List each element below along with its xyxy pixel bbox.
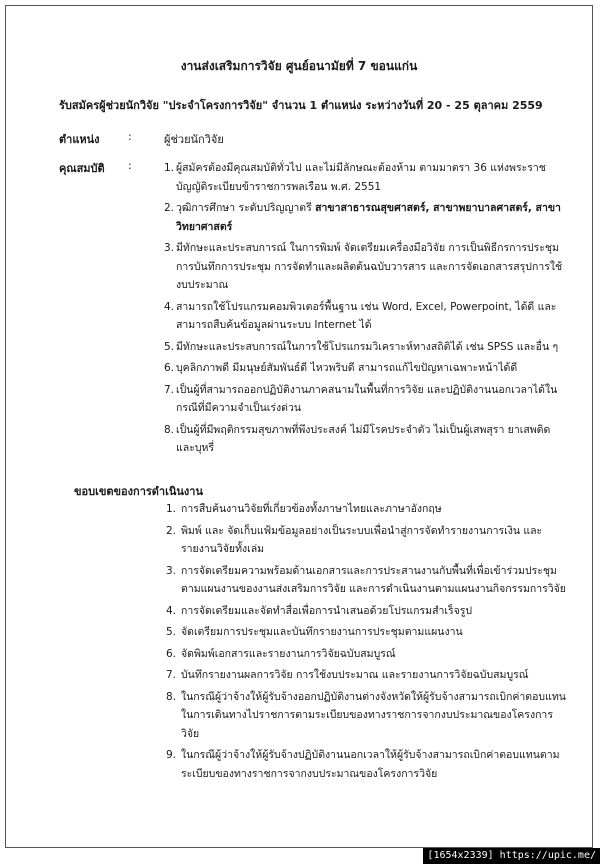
list-item: 7. บันทึกรายงานผลการวิจัย การใช้งบประมาณ และรายงานการวิจัยฉบับสมบูรณ์ <box>166 669 529 681</box>
list-item: 7. เป็นผู้ที่สามารถออกปฏิบัติงานภาคสนามในพื้นที่การวิจัย และปฏิบัติงานนอกเวลาได้ในกรณีที่มีความจำเป็นเร่งด่วน <box>164 383 558 414</box>
list-item: 2. วุฒิการศึกษา ระดับปริญญาตรี สาขาสาธารณสุขศาสตร์, สาขาพยาบาลศาสตร์, สาขาวิทยาศาสตร์ <box>164 202 561 233</box>
qualifications-label: คุณสมบัติ <box>59 162 105 175</box>
list-item: 1. การสืบค้นงานวิจัยที่เกี่ยวข้องทั้งภาษาไทยและภาษาอังกฤษ <box>166 503 442 515</box>
position-label: ตำแหน่ง <box>59 133 100 146</box>
list-item: 6. จัดพิมพ์เอกสารและรายงานการวิจัยฉบับสมบูรณ์ <box>166 647 396 660</box>
position-value: ผู้ช่วยนักวิจัย <box>164 133 224 146</box>
list-item: 8. เป็นผู้ที่มีพฤติกรรมสุขภาพที่พึงประสงค์ ไม่มีโรคประจำตัว ไม่เป็นผู้เสพสุรา ยาเสพติดและบุหรี่ <box>164 423 551 454</box>
list-item: 3. การจัดเตรียมความพร้อมด้านเอกสารและการประสานงานกับพื้นที่เพื่อเข้าร่วมประชุมตามแผนงานของงานส่งเสริมการวิจัย และการดำเนินงานตามแผนงานกิจกรรมการวิจัย <box>166 564 566 595</box>
qualifications-colon: : <box>128 159 132 172</box>
qualifications-list <box>164 159 564 461</box>
list-item: 4. การจัดเตรียมและจัดทำสื่อเพื่อการนำเสนอด้วยโปรแกรมสำเร็จรูป <box>166 604 473 617</box>
scope-list <box>166 500 566 786</box>
scope-heading: ขอบเขตของการดำเนินงาน <box>74 485 203 498</box>
document-title: งานส่งเสริมการวิจัย ศูนย์อนามัยที่ 7 ขอนแก่น <box>180 59 418 73</box>
list-item: 5. จัดเตรียมการประชุมและบันทึกรายงานการประชุมตามแผนงาน <box>166 626 463 638</box>
watermark-label: [1654x2339] https://upic.me/ <box>423 848 600 864</box>
list-item: 1. ผู้สมัครต้องมีคุณสมบัติทั่วไป และไม่มีลักษณะต้องห้าม ตามมาตรา 36 แห่งพระราชบัญญัติระเบียบข้าราชการพลเรือน พ.ศ. 2551 <box>164 162 546 193</box>
document-subtitle: รับสมัครผู้ช่วยนักวิจัย "ประจำโครงการวิจัย" จำนวน 1 ตำแหน่ง ระหว่างวันที่ 20 - 25 ตุลาคม 2559 <box>59 99 543 112</box>
document-page <box>5 5 593 848</box>
list-item: 8. ในกรณีผู้ว่าจ้างให้ผู้รับจ้างออกปฏิบัติงานต่างจังหวัดให้ผู้รับจ้างสามารถเบิกค่าตอบแทนในการเดินทางไปราชการตามระเบียบของทางราชการจากงบประมาณของโครงการวิจัย <box>166 690 566 740</box>
list-item: 5. มีทักษะและประสบการณ์ในการใช้โปรแกรมวิเคราะห์ทางสถิติได้ เช่น SPSS และอื่น ๆ <box>164 340 559 353</box>
list-item: 4. สามารถใช้โปรแกรมคอมพิวเตอร์พื้นฐาน เช่น Word, Excel, Powerpoint, ได้ดี และสามารถสืบค้นข้อมูลผ่านระบบ Internet ได้ <box>164 300 557 331</box>
list-item: 2. พิมพ์ และ จัดเก็บแฟ้มข้อมูลอย่างเป็นระบบเพื่อนำสู่การจัดทำรายงานการเงิน และรายงานวิจัยทั้งเล่ม <box>166 524 543 555</box>
list-item: 6. บุคลิกภาพดี มีมนุษย์สัมพันธ์ดี ไหวพริบดี สามารถแก้ไขปัญหาเฉพาะหน้าได้ดี <box>164 362 518 374</box>
list-item: 3. มีทักษะและประสบการณ์ ในการพิมพ์ จัดเตรียมเครื่องมือวิจัย การเป็นพิธีกรการประชุม การบันทึกการประชุม การจัดทำและผลิตต้นฉบับวารสาร และการจัดเอกสารสรุปการใช้งบประมาณ <box>164 242 563 291</box>
position-colon: : <box>128 130 132 143</box>
list-item: 9. ในกรณีผู้ว่าจ้างให้ผู้รับจ้างปฏิบัติงานนอกเวลาให้ผู้รับจ้างสามารถเบิกค่าตอบแทนตามระเบียบของทางราชการจากงบประมาณของโครงการวิจัย <box>166 749 560 780</box>
